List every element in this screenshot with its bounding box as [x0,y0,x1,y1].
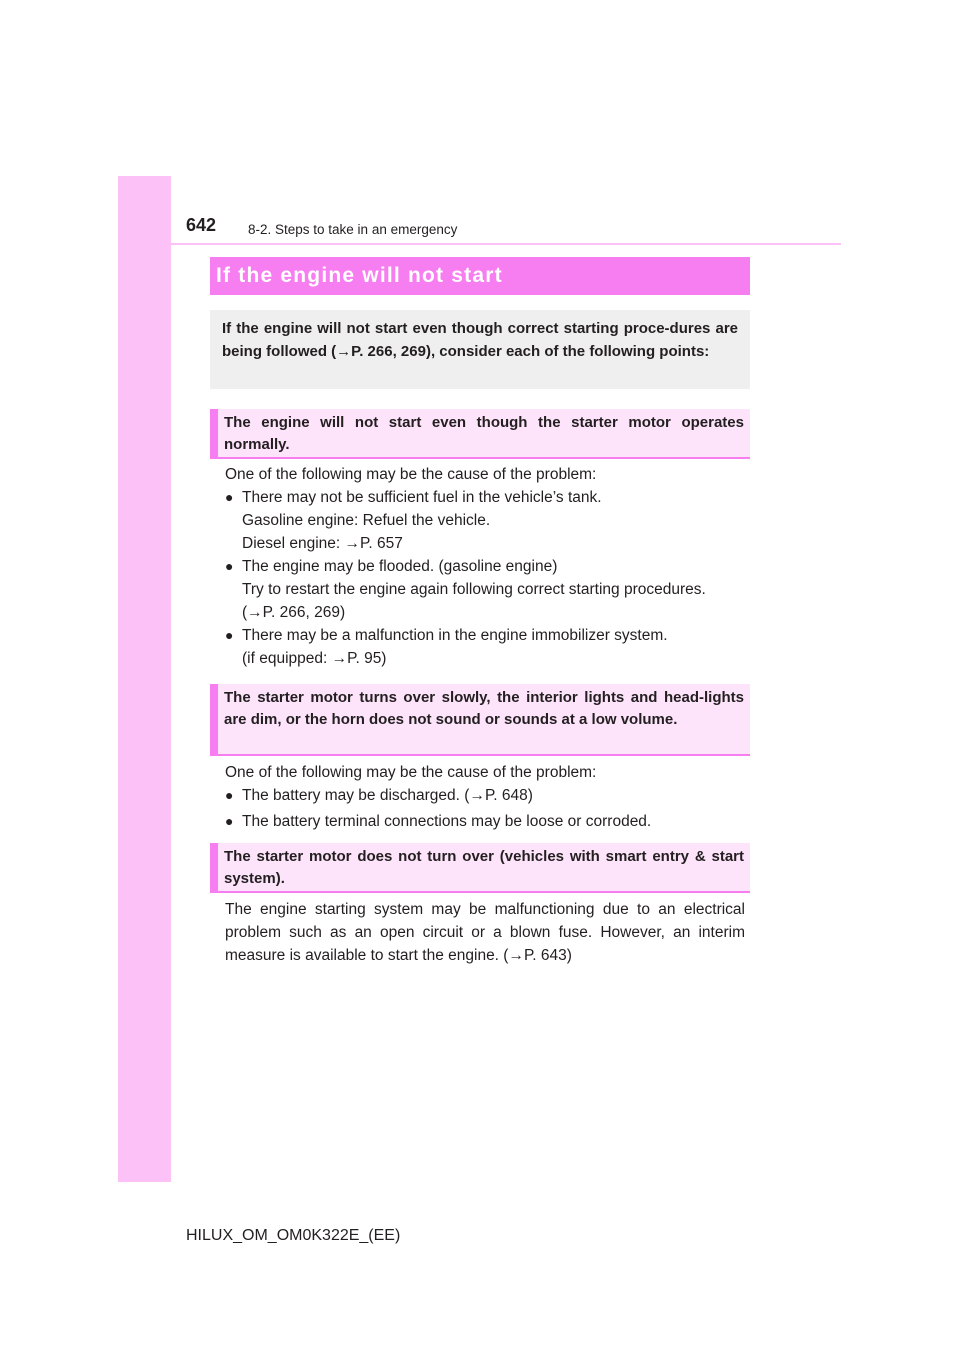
page-number: 642 [186,215,217,235]
bullet-line: (→P. 266, 269) [242,604,346,621]
list-item [225,555,745,624]
bullet-line: The battery terminal connections may be loose or corroded. [242,813,652,830]
bullet-line: The battery may be discharged. (→P. 648) [242,787,533,804]
chapter-side-tab [118,176,171,1182]
page-title: If the engine will not start [210,257,750,295]
section-1-lead: One of the following may be the cause of the problem: [225,466,597,483]
header-divider [118,243,841,245]
bullet-icon: ● [225,558,234,574]
list-item [225,624,745,670]
intro-box: If the engine will not start even though correct starting proce-dures are being followed (→P. 266, 269), consider each of the following points: [210,310,750,389]
list-item [225,810,745,833]
list-item [225,784,745,807]
bullet-line: The engine may be flooded. (gasoline engine) [242,558,558,575]
bullet-icon: ● [225,627,234,643]
footer-code: HILUX_OM_OM0K322E_(EE) [186,1227,401,1244]
section-1-body [225,463,745,670]
section-2-lead: One of the following may be the cause of the problem: [225,764,597,781]
bullet-icon: ● [225,489,234,505]
list-item [225,486,745,555]
bullet-icon: ● [225,787,234,803]
section-title: 8-2. Steps to take in an emergency [248,222,458,237]
section-2-body [225,761,745,833]
bullet-icon: ● [225,813,234,829]
subheading-starter-slow: The starter motor turns over slowly, the interior lights and head-lights are dim, or the horn does not sound or sounds at a low volume. [210,684,750,756]
bullet-line: There may be a malfunction in the engine immobilizer system. [242,627,668,644]
bullet-line: (if equipped: →P. 95) [242,650,387,667]
bullet-line: There may not be sufficient fuel in the vehicle’s tank. [242,489,602,506]
subheading-starter-no-turn: The starter motor does not turn over (vehicles with smart entry & start system). [210,843,750,893]
bullet-line: Diesel engine: →P. 657 [242,535,403,552]
subheading-starter-normal: The engine will not start even though the starter motor operates normally. [210,409,750,459]
section-3-text: The engine starting system may be malfunctioning due to an electrical problem such as an open circuit or a blown fuse. However, an interim measure is available to start the engine. (→P. 643) [225,901,745,964]
bullet-line: Gasoline engine: Refuel the vehicle. [242,512,491,529]
bullet-line: Try to restart the engine again following correct starting procedures. [242,581,706,598]
section-3-body [225,898,745,967]
